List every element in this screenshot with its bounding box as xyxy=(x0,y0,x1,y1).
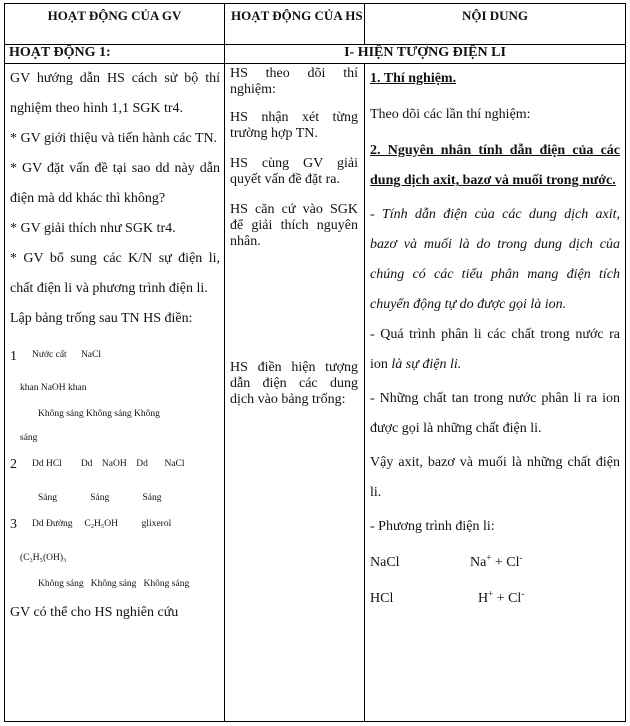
ion: + Cl xyxy=(493,591,522,606)
header-gv: HOẠT ĐỘNG CỦA GV xyxy=(5,4,225,45)
gv-table-row xyxy=(10,342,220,444)
row-line: Dd Đường C₂H₅OH glixerol xyxy=(32,519,172,529)
hs-cell xyxy=(225,64,365,722)
content-paragraph: Vậy axit, bazơ và muối là những chất điện li. xyxy=(370,455,620,500)
content-paragraph: - Những chất tan trong nước phân li ra ion được gọi là những chất điện li. xyxy=(370,391,620,436)
content-paragraph xyxy=(370,320,620,380)
charge: + xyxy=(486,552,492,563)
row-number: 2 xyxy=(10,457,17,472)
header-row xyxy=(5,4,626,45)
gv-line: * GV bổ sung các K/N sự điện li, chất điện li và phương trình điện li. xyxy=(10,251,220,296)
ion: H xyxy=(478,591,489,606)
equation-1 xyxy=(370,548,620,578)
header-content: NỘI DUNG xyxy=(365,4,626,45)
ion: Na xyxy=(470,555,487,570)
row-line: Không sáng Không sáng Không xyxy=(38,409,160,419)
row-number: 1 xyxy=(10,349,17,364)
equation-left: NaCl xyxy=(370,555,400,570)
hs-item: HS nhận xét từng trường hợp TN. xyxy=(230,110,358,141)
hs-item: HS cùng GV giải quyết vấn đề đặt ra. xyxy=(230,156,358,187)
charge: + xyxy=(488,588,494,599)
hs-item: HS căn cứ vào SGK để giải thích nguyên nhân. xyxy=(230,202,358,249)
content-text: - Quá trình phân li các chất trong nước ra ion xyxy=(370,327,620,372)
content-row xyxy=(5,64,626,722)
equation-left: HCl xyxy=(370,591,394,606)
charge: - xyxy=(521,588,525,599)
content-paragraph: Theo dõi các lần thí nghiệm: xyxy=(370,107,531,122)
equation-2 xyxy=(370,584,620,614)
gv-column xyxy=(5,64,224,628)
activity-label: HOẠT ĐỘNG 1: xyxy=(5,45,225,64)
content-paragraph: - Phương trình điện li: xyxy=(370,519,495,534)
section-heading-1: 1. Thí nghiệm. xyxy=(370,71,457,86)
row-line: khan NaOH khan xyxy=(20,383,87,393)
charge: - xyxy=(519,552,523,563)
content-emphasis: là sự điện li. xyxy=(391,357,462,372)
header-hs: HOẠT ĐỘNG CỦA HS xyxy=(225,4,365,45)
gv-line: GV hướng dẫn HS cách sử bộ thí nghiệm theo hình 1,1 SGK tr4. xyxy=(10,71,220,116)
ion: + Cl xyxy=(491,555,520,570)
content-cell xyxy=(365,64,626,722)
activity-row xyxy=(5,45,626,64)
content-paragraph: - Tính dẫn điện của các dung dịch axit, bazơ và muối là do trong dung dịch của chúng có các tiểu phân mang điện tích chuyển động tự do được gọi là ion. xyxy=(370,207,620,312)
content-column xyxy=(365,64,625,614)
activity-title: I- HIỆN TƯỢNG ĐIỆN LI xyxy=(225,45,626,64)
hs-column xyxy=(225,64,364,408)
row-line: Sáng Sáng Sáng xyxy=(38,493,162,503)
gv-line: * GV giải thích như SGK tr4. xyxy=(10,221,176,236)
equation-right xyxy=(478,584,524,614)
equation-right xyxy=(470,548,523,578)
gv-line: * GV đặt vấn đề tại sao dd này dẫn điện mà dd khác thì không? xyxy=(10,161,220,206)
hs-item: HS theo dõi thí nghiệm: xyxy=(230,66,358,97)
gv-table-row xyxy=(10,450,220,504)
gv-line: * GV giới thiệu và tiến hành các TN. xyxy=(10,131,218,146)
row-number: 3 xyxy=(10,517,17,532)
row-line: Dd HCl Dd NaOH Dd NaCl xyxy=(32,459,185,469)
gv-cell xyxy=(5,64,225,722)
section-heading-2: 2. Nguyên nhân tính dẫn điện của các dung dịch axit, bazơ và muối trong nước. xyxy=(370,143,620,188)
gv-line: Lập bảng trống sau TN HS điền: xyxy=(10,311,193,326)
hs-item: HS điền hiện tượng dẫn điện các dung dịch vào bảng trống: xyxy=(230,360,358,407)
row-line: Nước cất NaCl xyxy=(32,350,102,360)
row-line: Không sáng Không sáng Không sáng xyxy=(38,579,190,589)
lesson-plan-table xyxy=(4,3,626,722)
gv-footer: GV có thể cho HS nghiên cứu xyxy=(10,605,179,620)
gv-table-row xyxy=(10,510,220,590)
row-line: (C₃H₅(OH)₃ xyxy=(20,553,67,563)
row-line: sáng xyxy=(20,433,38,443)
